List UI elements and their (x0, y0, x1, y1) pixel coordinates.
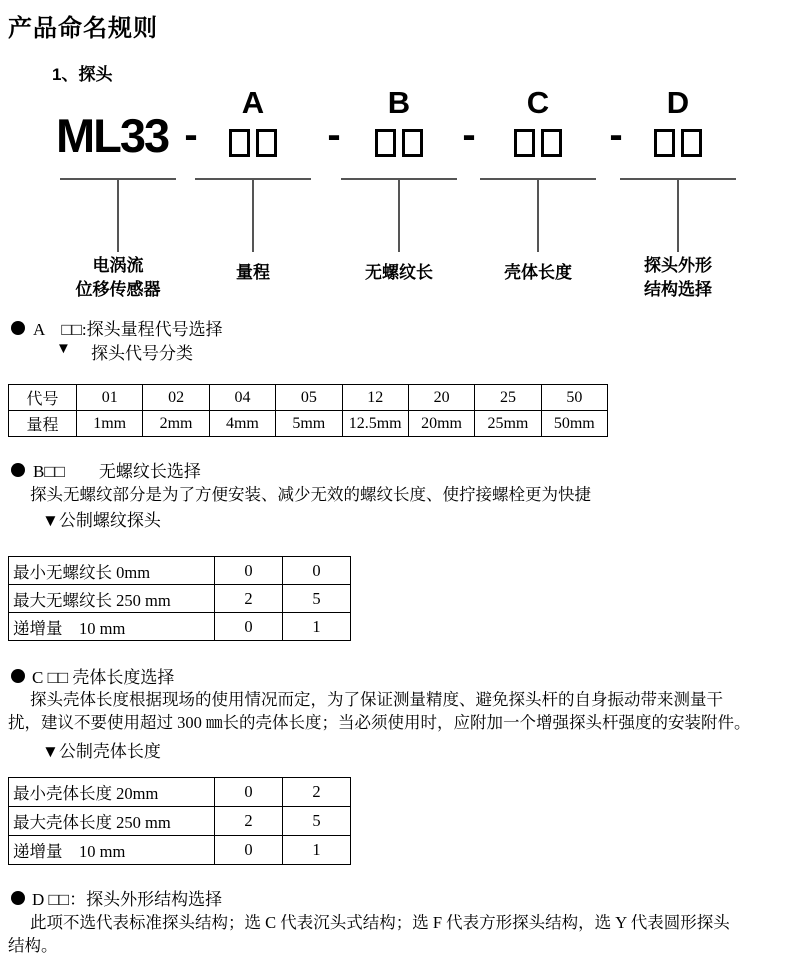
table-cell: 递增量 10 mm (9, 613, 215, 641)
table-cell: 25 (475, 385, 541, 411)
model-code: ML33 (56, 109, 169, 162)
code-boxes-b (375, 129, 423, 157)
blank-box-icon (402, 129, 423, 157)
section-a-subheading: 探头代号分类 (91, 344, 193, 363)
blank-box-icon (654, 129, 675, 157)
table-cell: 最小壳体长度 20mm (9, 778, 215, 807)
blank-box-icon (514, 129, 535, 157)
table-cell: 2 (215, 807, 283, 836)
table-cell: 2mm (143, 411, 209, 437)
section-c-description-line1: 探头壳体长度根据现场的使用情况而定，为了保证测量精度、避免探头杆的自身振动带来测量干 (30, 690, 723, 709)
code-boxes-c (514, 129, 562, 157)
bracket-line (341, 178, 457, 252)
table-cell: 代号 (9, 385, 77, 411)
bracket-line (480, 178, 596, 252)
blank-box-icon (256, 129, 277, 157)
section-d-description-line1: 此项不选代表标准探头结构；选 C 代表沉头式结构；选 F 代表方形探头结构，选 Y 代表圆形探头 (30, 913, 730, 932)
table-row (9, 778, 351, 807)
table-cell: 量程 (9, 411, 77, 437)
section-d-description-line2: 结构。 (8, 936, 58, 955)
triangle-down-icon: ▼ (56, 341, 71, 357)
section-d-heading: D □□：探头外形结构选择 (32, 890, 223, 909)
segment-label-sensor (76, 254, 161, 302)
segment-label-unthreaded: 无螺纹长 (365, 263, 433, 282)
label-line: 探头外形 (644, 256, 712, 275)
dash-separator: - (609, 113, 623, 157)
table-cell: 最小无螺纹长 0mm (9, 557, 215, 585)
table-row (9, 836, 351, 865)
table-cell: 2 (215, 585, 283, 613)
section-c-description-line2: 扰，建议不要使用超过 300 ㎜长的壳体长度；当必须使用时，应附加一个增强探头杆强度的安装附件。 (8, 713, 751, 732)
section-c-heading: C □□ 壳体长度选择 (32, 668, 175, 687)
bracket-line (60, 178, 176, 252)
blank-box-icon (375, 129, 396, 157)
table-cell: 50mm (541, 411, 607, 437)
table-cell: 01 (77, 385, 143, 411)
table-cell: 0 (215, 557, 283, 585)
table-cell: 5 (283, 807, 351, 836)
table-cell: 12.5mm (342, 411, 408, 437)
table-cell: 20 (408, 385, 474, 411)
table-cell: 05 (276, 385, 342, 411)
label-line: 结构选择 (644, 280, 712, 299)
table-cell: 最大无螺纹长 250 mm (9, 585, 215, 613)
table-cell: 0 (215, 836, 283, 865)
table-cell: 2 (283, 778, 351, 807)
table-row (9, 613, 351, 641)
section-number: 1、探头 (52, 65, 113, 84)
bracket-line (195, 178, 311, 252)
segment-letter-c: C (526, 85, 550, 120)
table-row (9, 585, 351, 613)
bullet-icon (11, 463, 25, 477)
table-cell: 04 (209, 385, 275, 411)
segment-label-case-length: 壳体长度 (504, 263, 572, 282)
table-cell: 12 (342, 385, 408, 411)
page-title: 产品命名规则 (8, 15, 158, 42)
table-cell: 25mm (475, 411, 541, 437)
bracket-stem (117, 180, 119, 252)
segment-letter-a: A (241, 85, 265, 120)
bullet-icon (11, 891, 25, 905)
table-cell: 5 (283, 585, 351, 613)
section-a-heading: A □□:探头量程代号选择 (33, 320, 223, 339)
table-cell: 0 (215, 613, 283, 641)
table-cell: 50 (541, 385, 607, 411)
segment-letter-b: B (387, 85, 411, 120)
table-row (9, 385, 608, 411)
blank-box-icon (681, 129, 702, 157)
bracket-line (620, 178, 736, 252)
section-b-description: 探头无螺纹部分是为了方便安装、减少无效的螺纹长度、使拧接螺栓更为快捷 (30, 485, 591, 504)
bracket-stem (398, 180, 400, 252)
unthreaded-length-table (8, 556, 351, 641)
table-cell: 4mm (209, 411, 275, 437)
label-line: 位移传感器 (75, 280, 161, 299)
blank-box-icon (541, 129, 562, 157)
segment-letter-d: D (666, 85, 690, 120)
table-cell: 0 (215, 778, 283, 807)
table-cell: 0 (283, 557, 351, 585)
code-boxes-d (654, 129, 702, 157)
bullet-icon (11, 669, 25, 683)
table-cell: 02 (143, 385, 209, 411)
blank-box-icon (229, 129, 250, 157)
bullet-icon (11, 321, 25, 335)
table-cell: 1 (283, 836, 351, 865)
bracket-stem (537, 180, 539, 252)
table-cell: 递增量 10 mm (9, 836, 215, 865)
table-cell: 最大壳体长度 250 mm (9, 807, 215, 836)
dash-separator: - (327, 113, 341, 157)
table-row (9, 807, 351, 836)
section-c-subheading: ▼公制壳体长度 (42, 742, 161, 761)
bracket-stem (252, 180, 254, 252)
table-row (9, 557, 351, 585)
section-b-heading: B□□ 无螺纹长选择 (33, 462, 201, 481)
code-boxes-a (229, 129, 277, 157)
bracket-stem (677, 180, 679, 252)
label-line: 电涡流 (92, 256, 144, 275)
table-cell: 5mm (276, 411, 342, 437)
table-row (9, 411, 608, 437)
case-length-table (8, 777, 351, 865)
dash-separator: - (462, 113, 476, 157)
table-cell: 20mm (408, 411, 474, 437)
dash-separator: - (184, 113, 198, 157)
segment-label-shape (644, 254, 712, 302)
segment-label-range: 量程 (236, 263, 270, 282)
table-cell: 1 (283, 613, 351, 641)
table-cell: 1mm (77, 411, 143, 437)
section-b-subheading: ▼公制螺纹探头 (42, 511, 161, 530)
probe-code-table (8, 384, 608, 437)
